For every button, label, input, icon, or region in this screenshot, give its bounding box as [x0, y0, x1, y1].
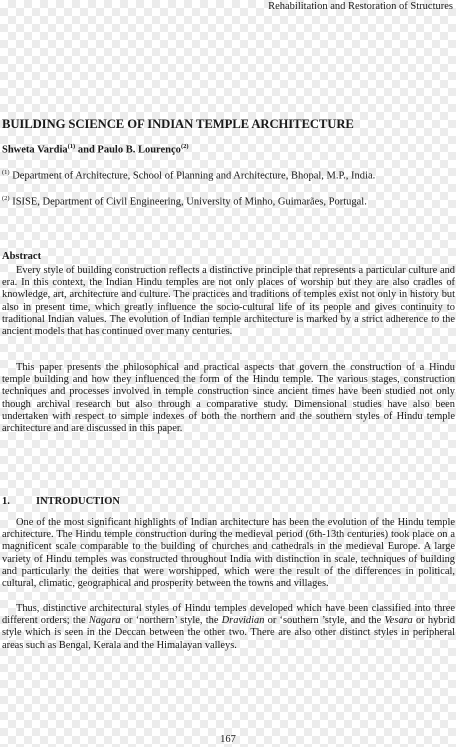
- section-number: 1.: [2, 496, 10, 507]
- introduction-paragraph-2: [2, 603, 455, 652]
- author-1: Shweta Vardia: [2, 144, 68, 156]
- intro-p2-part-d: or hybrid style which is seen in the Deccan between the other two. There are also other distinct styles in peripheral areas such as Bengal, Kerala and the Himalayan valleys.: [2, 615, 456, 651]
- abstract-heading: Abstract: [2, 251, 42, 262]
- affiliation-1-text: Department of Architecture, School of Planning and Architecture, Bhopal, M.P., India.: [9, 170, 376, 182]
- page-number: 167: [220, 734, 236, 745]
- author-1-mark: (1): [67, 143, 76, 150]
- author-2: and Paulo B. Lourenço: [75, 144, 181, 156]
- affiliation-1: [2, 169, 375, 182]
- introduction-heading: [2, 496, 120, 507]
- intro-p2-part-a: Thus, distinctive architectural styles of Hindu temples developed which have been classified into three different orders; the: [2, 603, 455, 627]
- affiliation-1-mark: (1): [2, 169, 10, 176]
- intro-p2-part-c: or ‘southern ’style, and the: [264, 615, 385, 627]
- affiliation-2: [2, 195, 367, 208]
- abstract-paragraph-1: Every style of building construction reflects a distinctive principle that represents a particular culture and era. In this context, the Indian Hindu temples are not only places of worship but they are also cradles of knowledge, art, architecture and culture. The practices and traditions of temples exist not only in history but also in present time, which greatly influence the socio-cultural life of its people and gives continuity to traditional Indian values. The evolution of Indian temple architecture is marked by a strict adherence to the ancient models that has continued over many centuries.: [2, 265, 455, 338]
- term-vesara: Vesara: [384, 615, 413, 627]
- author-line: [2, 143, 189, 156]
- affiliation-2-mark: (2): [2, 195, 10, 202]
- section-title: INTRODUCTION: [36, 496, 121, 507]
- term-dravidian: Dravidian: [221, 615, 265, 627]
- affiliation-2-text: ISISE, Department of Civil Engineering, University of Minho, Guimarães, Portugal.: [9, 196, 367, 208]
- intro-p2-part-b: or ‘northern’ style, the: [120, 615, 222, 627]
- term-nagara: Nagara: [88, 615, 121, 627]
- introduction-paragraph-1: One of the most significant highlights of Indian architecture has been the evolution of the Hindu temple architecture. The Hindu temple construction during the medieval period (6th-13th centuries) took place on a magnificent scale comparable to the building of churches and cathedrals in the medieval Europe. A large variety of Hindu temples was constructed throughout India with distinction in scale, techniques of building and particularly the deities that were worshipped, which were the result of the differences in political, cultural, climatic, geographical and prosperity between the towns and villages.: [2, 517, 455, 590]
- abstract-paragraph-2: This paper presents the philosophical and practical aspects that govern the construction of a Hindu temple building and how they influenced the form of the Hindu temple. The various stages, construction techniques and processes involved in temple construction since ancient times have been studied not only though archival research but also through a comparative study. Dimensional studies have also been undertaken with respect to simple indexes of both the northern and the southern styles of Hindu temple architecture and are discussed in this paper.: [2, 362, 455, 435]
- paper-title: BUILDING SCIENCE OF INDIAN TEMPLE ARCHITECTURE: [2, 117, 354, 131]
- author-2-mark: (2): [180, 143, 189, 150]
- running-header: Rehabilitation and Restoration of Structures: [268, 1, 453, 12]
